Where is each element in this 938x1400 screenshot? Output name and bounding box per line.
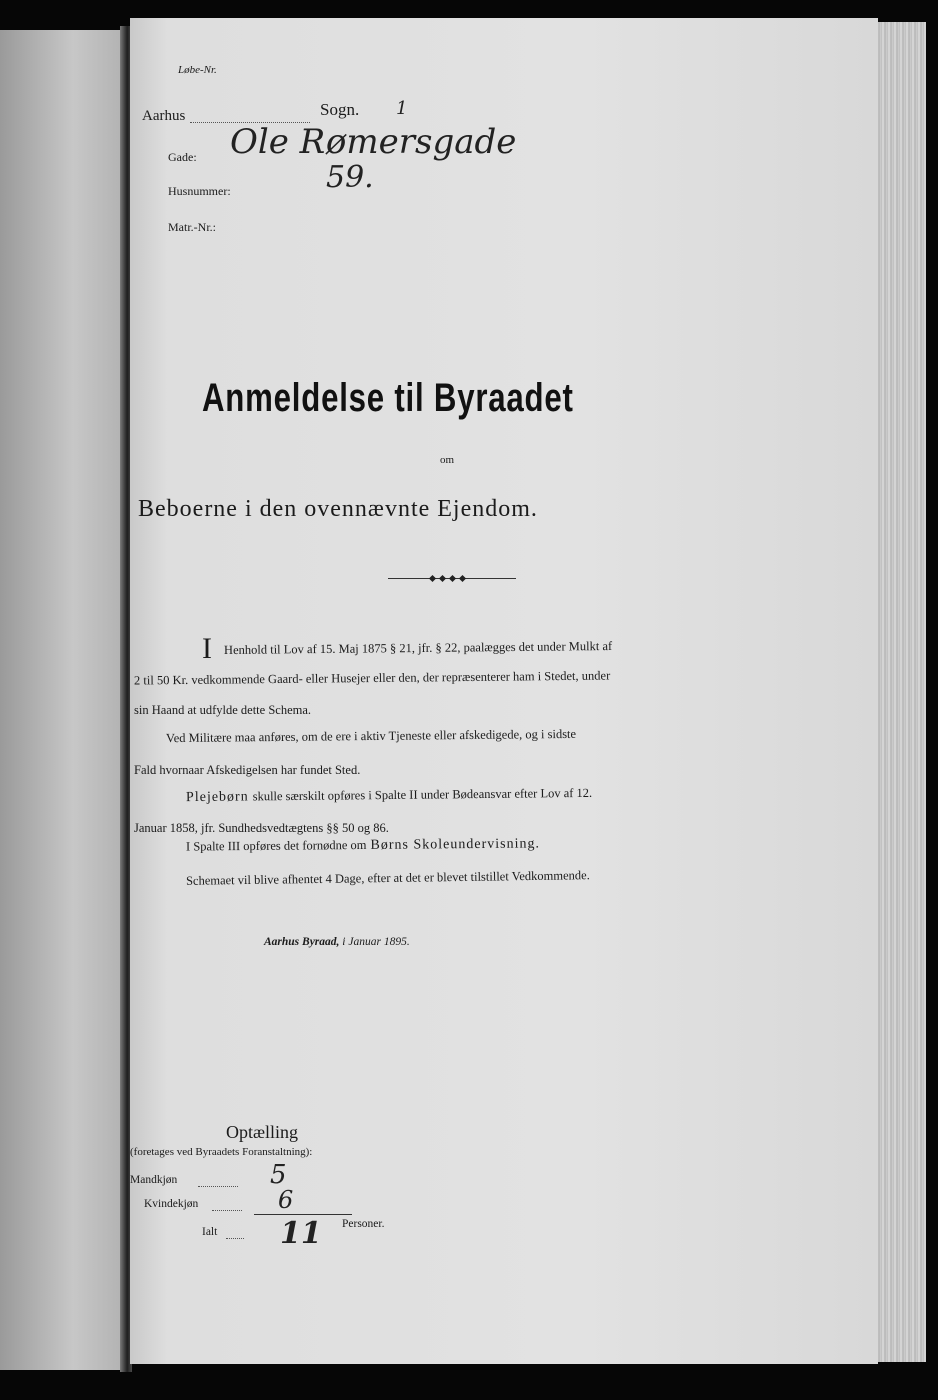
husnummer-value: 59. xyxy=(326,160,374,195)
document-page xyxy=(130,18,878,1364)
kvindekjon-value: 6 xyxy=(278,1186,294,1214)
ialt-label: Ialt xyxy=(202,1226,218,1238)
mandkjon-label: Mandkjøn xyxy=(130,1174,178,1186)
husnummer-label: Husnummer: xyxy=(168,184,231,198)
ornament-dot xyxy=(429,575,436,582)
mandkjon-dots xyxy=(198,1186,238,1187)
left-page xyxy=(0,30,122,1370)
mandkjon-value: 5 xyxy=(270,1160,287,1190)
borns-skoleundervisning: Børns Skoleundervisning. xyxy=(370,836,541,853)
sum-line xyxy=(254,1214,352,1215)
page-edges xyxy=(876,22,926,1362)
kvindekjon-label: Kvindekjøn xyxy=(144,1198,199,1210)
ialt-dots xyxy=(226,1238,244,1239)
plejeborn-rest: skulle særskilt opføres i Spalte II under Bødeansvar efter Lov af 12. xyxy=(252,785,593,804)
body-line-4: Ved Militære maa anføres, om de ere i aktiv Tjeneste eller afskedigede, og i sidste xyxy=(165,726,577,746)
gade-value: Ole Rømersgade xyxy=(230,122,517,162)
body-line-5: Fald hvornaar Afskedigelsen har fundet Sted. xyxy=(134,763,361,777)
document-title: Anmeldelse til Byraadet xyxy=(202,376,574,420)
count-title: Optælling xyxy=(226,1122,299,1142)
count-note: (foretages ved Byraadets Foranstaltning): xyxy=(130,1146,313,1158)
ialt-value: 11 xyxy=(280,1216,322,1251)
januar-line: Januar 1858, jfr. Sundhedsvedtægtens §§ 50 og 86. xyxy=(134,821,389,835)
spalte-text: I Spalte III opføres det fornødne om xyxy=(185,837,367,854)
body-line-1: Henhold til Lov af 15. Maj 1875 § 21, jfr. § 22, paalægges det under Mulkt af xyxy=(223,638,613,658)
schemaet-line: Schemaet vil blive afhentet 4 Dage, efter at det er blevet tilstillet Vedkommende. xyxy=(185,868,590,888)
document-subtitle: Beboerne i den ovennævnte Ejendom. xyxy=(138,496,538,522)
signature-date: i Januar 1895. xyxy=(342,936,410,948)
drop-initial: I xyxy=(202,632,212,665)
signature-line xyxy=(264,936,410,948)
body-line-2: 2 til 50 Kr. vedkommende Gaard- eller Husejer eller den, der repræsenterer ham i Stedet, under xyxy=(133,668,611,688)
sogn-label: Sogn. xyxy=(320,100,360,119)
ornament-dot xyxy=(449,575,456,582)
body-line-3: sin Haand at udfylde dette Schema. xyxy=(134,703,312,717)
plejeborn-word: Plejebørn xyxy=(185,789,249,806)
kvindekjon-dots xyxy=(212,1210,242,1211)
om-word: om xyxy=(440,454,455,466)
plejeborn-line xyxy=(186,784,592,806)
gade-label: Gade: xyxy=(168,150,197,164)
ornament-dot xyxy=(459,575,466,582)
city-label: Aarhus xyxy=(142,108,186,124)
lobe-nr-label: Løbe-Nr. xyxy=(178,64,217,76)
signature-byraad: Aarhus Byraad, xyxy=(264,936,340,948)
ornament-divider xyxy=(388,576,516,582)
spalte-line xyxy=(186,834,540,855)
personer-label: Personer. xyxy=(342,1218,385,1230)
ornament-dot xyxy=(439,575,446,582)
sogn-value: 1 xyxy=(396,98,408,119)
matr-label: Matr.-Nr.: xyxy=(168,220,216,234)
